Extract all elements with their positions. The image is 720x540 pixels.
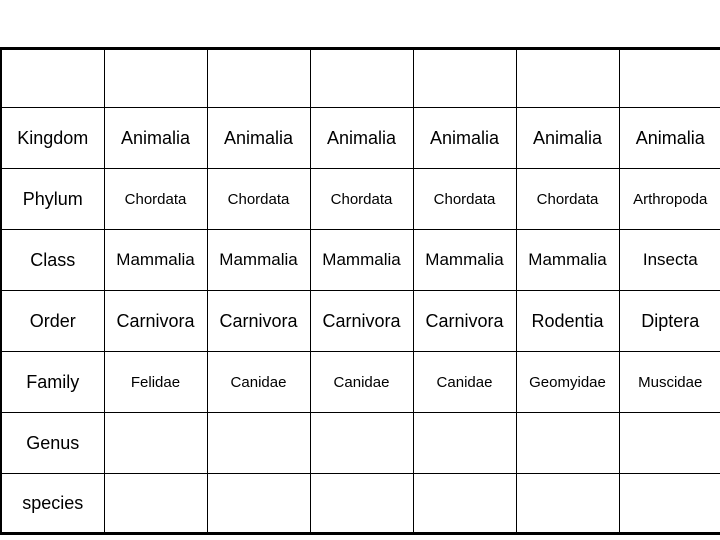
header-cell-organism-5: [516, 49, 619, 108]
cell-order-organism-6: Diptera: [619, 291, 720, 352]
cell-genus-organism-6: [619, 413, 720, 474]
cell-order-organism-2: Carnivora: [207, 291, 310, 352]
cell-species-organism-2: [207, 474, 310, 534]
header-cell-organism-2: [207, 49, 310, 108]
cell-kingdom-organism-5: Animalia: [516, 108, 619, 169]
row-family: [1, 352, 720, 413]
cell-species-organism-3: [310, 474, 413, 534]
cell-kingdom-organism-3: Animalia: [310, 108, 413, 169]
row-class: [1, 230, 720, 291]
cell-order-organism-3: Carnivora: [310, 291, 413, 352]
row-genus: [1, 413, 720, 474]
taxonomy-table: [0, 47, 720, 535]
cell-species-organism-4: [413, 474, 516, 534]
cell-kingdom-organism-6: Animalia: [619, 108, 720, 169]
row-species: [1, 474, 720, 534]
cell-class-organism-1: Mammalia: [104, 230, 207, 291]
header-cell-rank: [1, 49, 104, 108]
cell-family-organism-3: Canidae: [310, 352, 413, 413]
cell-species-organism-5: [516, 474, 619, 534]
row-phylum: [1, 169, 720, 230]
cell-order-organism-5: Rodentia: [516, 291, 619, 352]
header-cell-organism-4: [413, 49, 516, 108]
cell-genus-organism-2: [207, 413, 310, 474]
rank-label-order: Order: [1, 291, 104, 352]
rank-label-species: species: [1, 474, 104, 534]
rank-label-kingdom: Kingdom: [1, 108, 104, 169]
cell-class-organism-3: Mammalia: [310, 230, 413, 291]
header-row: [1, 49, 720, 108]
cell-phylum-organism-4: Chordata: [413, 169, 516, 230]
row-order: [1, 291, 720, 352]
cell-phylum-organism-3: Chordata: [310, 169, 413, 230]
cell-genus-organism-5: [516, 413, 619, 474]
cell-genus-organism-4: [413, 413, 516, 474]
cell-species-organism-6: [619, 474, 720, 534]
cell-phylum-organism-1: Chordata: [104, 169, 207, 230]
cell-class-organism-4: Mammalia: [413, 230, 516, 291]
rank-label-family: Family: [1, 352, 104, 413]
cell-class-organism-5: Mammalia: [516, 230, 619, 291]
header-cell-organism-1: [104, 49, 207, 108]
rank-label-class: Class: [1, 230, 104, 291]
cell-family-organism-2: Canidae: [207, 352, 310, 413]
cell-class-organism-6: Insecta: [619, 230, 720, 291]
cell-order-organism-4: Carnivora: [413, 291, 516, 352]
cell-phylum-organism-2: Chordata: [207, 169, 310, 230]
cell-phylum-organism-5: Chordata: [516, 169, 619, 230]
cell-genus-organism-1: [104, 413, 207, 474]
row-kingdom: [1, 108, 720, 169]
cell-order-organism-1: Carnivora: [104, 291, 207, 352]
cell-species-organism-1: [104, 474, 207, 534]
cell-family-organism-1: Felidae: [104, 352, 207, 413]
cell-genus-organism-3: [310, 413, 413, 474]
cell-kingdom-organism-2: Animalia: [207, 108, 310, 169]
rank-label-phylum: Phylum: [1, 169, 104, 230]
cell-class-organism-2: Mammalia: [207, 230, 310, 291]
cell-family-organism-4: Canidae: [413, 352, 516, 413]
cell-family-organism-5: Geomyidae: [516, 352, 619, 413]
cell-family-organism-6: Muscidae: [619, 352, 720, 413]
header-cell-organism-6: [619, 49, 720, 108]
cell-phylum-organism-6: Arthropoda: [619, 169, 720, 230]
cell-kingdom-organism-1: Animalia: [104, 108, 207, 169]
rank-label-genus: Genus: [1, 413, 104, 474]
cell-kingdom-organism-4: Animalia: [413, 108, 516, 169]
header-cell-organism-3: [310, 49, 413, 108]
